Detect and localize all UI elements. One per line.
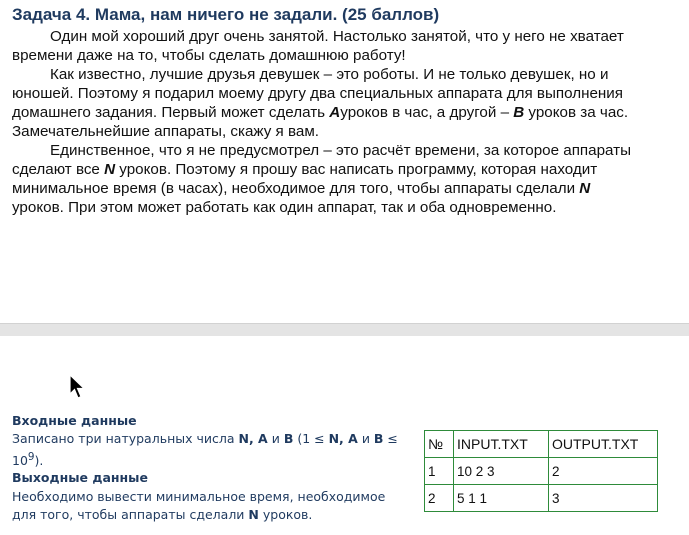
text-fragment: сделают все	[12, 161, 105, 178]
output-heading: Выходные данные	[12, 470, 148, 485]
text-fragment: для того, чтобы аппараты сделали	[12, 507, 249, 522]
paragraph-2	[12, 65, 674, 141]
header-cell-input: INPUT.TXT	[454, 431, 549, 458]
text-line	[12, 430, 414, 448]
text-fragment: уроков. Поэтому я прошу вас написать программу, которая находит	[115, 161, 598, 178]
table-row	[425, 458, 658, 485]
table-cell: 3	[549, 485, 658, 512]
exponent: 9	[27, 451, 35, 463]
text-line: Единственное, что я не предусмотрел – это расчёт времени, за которое аппараты	[50, 142, 632, 159]
output-description	[12, 488, 414, 524]
text-fragment: Записано три натуральных числа	[12, 431, 239, 446]
variable-n: N	[104, 161, 116, 178]
text-fragment: 10	[12, 453, 28, 469]
text-fragment: и	[267, 431, 284, 446]
table-cell: 10 2 3	[454, 458, 549, 485]
paragraph-1	[12, 27, 674, 65]
table-cell: 1	[425, 458, 454, 485]
text-line: времени даже на то, чтобы сделать домашнюю работу!	[12, 47, 406, 64]
text-fragment: минимальное время (в часах), необходимое для того, чтобы аппараты сделали	[12, 180, 580, 197]
text-fragment: и	[357, 431, 374, 446]
sample-table	[424, 430, 658, 512]
mouse-pointer-icon	[69, 374, 87, 400]
variable-n: N	[579, 180, 591, 197]
variable-b: B	[373, 431, 384, 446]
text-fragment: уроков в час, а другой –	[340, 104, 514, 121]
text-fragment: ).	[34, 453, 44, 469]
text-fragment: уроков за час.	[524, 104, 629, 121]
variable-n-a: N, A	[328, 431, 358, 446]
table-header-row	[425, 431, 658, 458]
table-cell: 5 1 1	[454, 485, 549, 512]
text-line: уроков. При этом может работать как один аппарат, так и оба одновременно.	[12, 199, 557, 216]
input-description	[12, 430, 414, 470]
text-fragment: уроков.	[258, 507, 313, 522]
variable-b: B	[513, 104, 525, 121]
page-separator	[0, 323, 689, 337]
table-row	[425, 485, 658, 512]
variable-n: N	[248, 507, 259, 522]
header-cell-number: №	[425, 431, 454, 458]
text-fragment: (1 ≤	[293, 431, 329, 446]
variable-n-a: N, A	[238, 431, 268, 446]
text-line: юношей. Поэтому я подарил моему другу два специальных аппарата для выполнения	[12, 85, 623, 102]
text-fragment: домашнего задания. Первый может сделать	[12, 104, 330, 121]
variable-a: A	[329, 104, 341, 121]
text-line: Замечательнейшие аппараты, скажу я вам.	[12, 123, 320, 140]
text-line	[12, 448, 414, 470]
header-cell-output: OUTPUT.TXT	[549, 431, 658, 458]
text-line	[12, 160, 674, 179]
text-line: Необходимо вывести минимальное время, необходимое	[12, 489, 386, 504]
variable-b: B	[283, 431, 294, 446]
text-fragment: ≤	[383, 431, 398, 446]
table-cell: 2	[549, 458, 658, 485]
text-line: Один мой хороший друг очень занятой. Настолько занятой, что у него не хватает	[50, 28, 624, 45]
text-line: Как известно, лучшие друзья девушек – это роботы. И не только девушек, но и	[50, 66, 609, 83]
task-title: Задача 4. Мама, нам ничего не задали. (25 баллов)	[12, 5, 440, 24]
text-line	[12, 103, 674, 122]
table-cell: 2	[425, 485, 454, 512]
text-line	[12, 506, 414, 524]
input-heading: Входные данные	[12, 413, 137, 428]
text-line	[12, 179, 674, 198]
paragraph-3	[12, 141, 674, 217]
